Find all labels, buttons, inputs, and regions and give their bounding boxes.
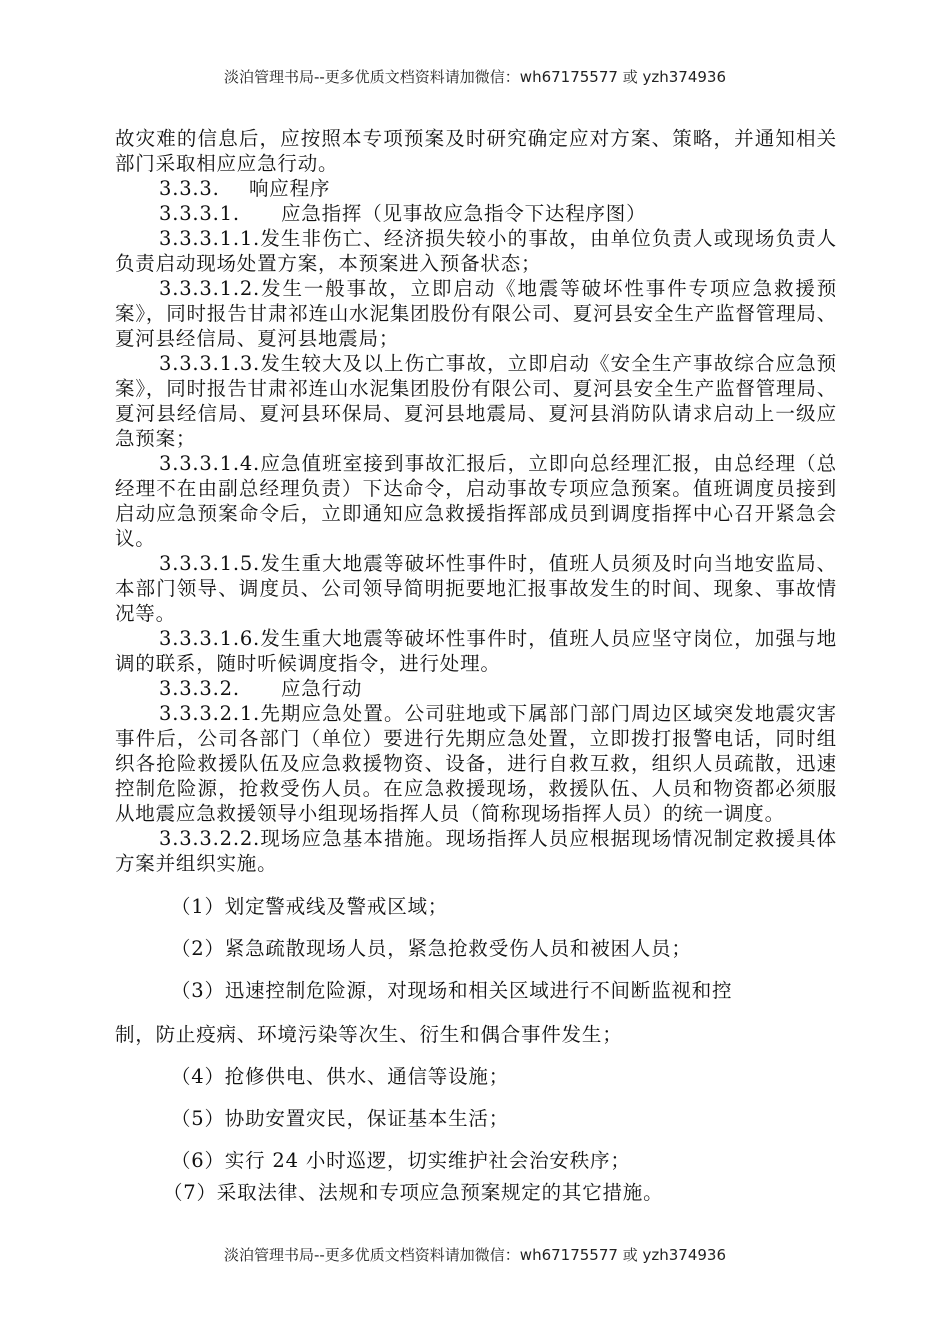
- section-number: 3.3.3.: [159, 177, 220, 200]
- paragraph-3-3-3-1-5: 3.3.3.1.5.发生重大地震等破坏性事件时，值班人员须及时向当地安监局、本部门领导、调度员、公司领导简明扼要地汇报事故发生的时间、现象、事故情况等。: [115, 552, 837, 625]
- intro-paragraph: 故灾难的信息后，应按照本专项预案及时研究确定应对方案、策略，并通知相关部门采取相应应急行动。: [115, 127, 837, 175]
- section-title: 应急指挥（见事故应急指令下达程序图）: [281, 202, 647, 225]
- section-title: 应急行动: [281, 677, 363, 700]
- section-heading-3-3-3-2: [115, 676, 837, 701]
- measures-list: [115, 892, 837, 1208]
- paragraph-3-3-3-1-6: 3.3.3.1.6.发生重大地震等破坏性事件时，值班人员应坚守岗位，加强与地调的联系，随时听候调度指令，进行处理。: [115, 627, 837, 675]
- measure-item: （7）采取法律、法规和专项应急预案规定的其它措施。: [163, 1181, 664, 1204]
- measure-item: （3）迅速控制危险源，对现场和相关区域进行不间断监视和控: [171, 979, 733, 1002]
- paragraph-3-3-3-1-3: 3.3.3.1.3.发生较大及以上伤亡事故，立即启动《安全生产事故综合应急预案》，同时报告甘肃祁连山水泥集团股份有限公司、夏河县安全生产监督管理局、夏河县经信局、夏河县环保局、夏河县地震局、夏河县消防队请求启动上一级应急预案；: [115, 352, 837, 450]
- section-title: 响应程序: [249, 177, 331, 200]
- paragraph-3-3-3-1-1: 3.3.3.1.1.发生非伤亡、经济损失较小的事故，由单位负责人或现场负责人负责启动现场处置方案，本预案进入预备状态；: [115, 227, 837, 275]
- section-heading-3-3-3: [115, 176, 837, 201]
- page-header: 淡泊管理书局--更多优质文档资料请加微信：wh67175577 或 yzh374936: [223, 68, 726, 86]
- page-footer: 淡泊管理书局--更多优质文档资料请加微信：wh67175577 或 yzh374936: [223, 1246, 726, 1264]
- measure-item: （1）划定警戒线及警戒区域；: [171, 895, 449, 918]
- measure-item: （6）实行 24 小时巡逻，切实维护社会治安秩序；: [171, 1149, 631, 1172]
- section-heading-3-3-3-1: [115, 201, 837, 226]
- section-number: 3.3.3.1.: [159, 202, 240, 225]
- measure-item: （4）抢修供电、供水、通信等设施；: [171, 1065, 510, 1088]
- paragraph-3-3-3-1-2: 3.3.3.1.2.发生一般事故，立即启动《地震等破坏性事件专项应急救援预案》，同时报告甘肃祁连山水泥集团股份有限公司、夏河县安全生产监督管理局、夏河县经信局、夏河县地震局；: [115, 277, 837, 350]
- measure-item: （2）紧急疏散现场人员，紧急抢救受伤人员和被困人员；: [171, 937, 692, 960]
- measure-item-continuation: 制，防止疫病、环境污染等次生、衍生和偶合事件发生；: [115, 1023, 623, 1046]
- paragraph-3-3-3-2-2: 3.3.3.2.2.现场应急基本措施。现场指挥人员应根据现场情况制定救援具体方案并组织实施。: [115, 827, 837, 875]
- document-body: [115, 126, 837, 1220]
- section-number: 3.3.3.2.: [159, 677, 240, 700]
- measure-item: （5）协助安置灾民，保证基本生活；: [171, 1107, 510, 1130]
- paragraph-3-3-3-2-1: 3.3.3.2.1.先期应急处置。公司驻地或下属部门部门周边区域突发地震灾害事件后，公司各部门（单位）要进行先期应急处置，立即拨打报警电话，同时组织各抢险救援队伍及应急救援物资、设备，进行自救互救，组织人员疏散，迅速控制危险源，抢救受伤人员。在应急救援现场，救援队伍、人员和物资都必须服从地震应急救援领导小组现场指挥人员（简称现场指挥人员）的统一调度。: [115, 702, 837, 825]
- paragraph-3-3-3-1-4: 3.3.3.1.4.应急值班室接到事故汇报后，立即向总经理汇报，由总经理（总经理不在由副总经理负责）下达命令，启动事故专项应急预案。值班调度员接到启动应急预案命令后，立即通知应急救援指挥部成员到调度指挥中心召开紧急会议。: [115, 452, 837, 550]
